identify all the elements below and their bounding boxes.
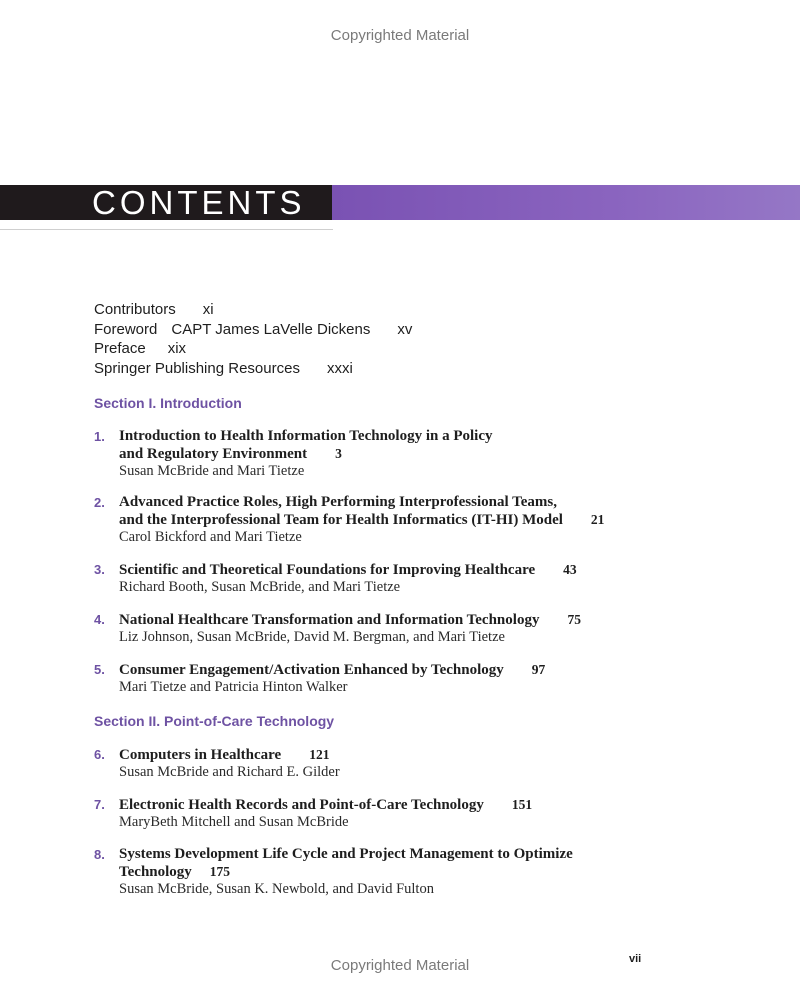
chapter-authors: Liz Johnson, Susan McBride, David M. Bergman, and Mari Tietze xyxy=(119,629,505,645)
chapter-entry-3[interactable] xyxy=(94,561,714,596)
front-matter-label: Foreword xyxy=(94,320,158,338)
chapter-title: Advanced Practice Roles, High Performing Interprofessional Teams, xyxy=(119,494,558,510)
section-heading-2: Section II. Point-of-Care Technology xyxy=(94,713,335,729)
chapter-authors: Susan McBride and Mari Tietze xyxy=(119,463,305,479)
front-matter-page: xi xyxy=(202,301,214,318)
front-matter-page: xxxi xyxy=(326,359,353,377)
chapter-number: 7. xyxy=(94,797,105,812)
chapter-authors: Susan McBride, Susan K. Newbold, and David Fulton xyxy=(119,881,434,897)
chapter-title: Computers in Healthcare xyxy=(119,747,282,763)
chapter-title: Electronic Health Records and Point-of-Care Technology xyxy=(119,797,484,813)
chapter-authors: Mari Tietze and Patricia Hinton Walker xyxy=(119,679,348,695)
front-matter-item[interactable] xyxy=(94,339,412,359)
chapter-entry-5[interactable] xyxy=(94,661,714,696)
chapter-authors: Carol Bickford and Mari Tietze xyxy=(119,529,302,545)
chapter-title-cont: Technology xyxy=(119,864,192,880)
chapter-entry-2[interactable] xyxy=(94,494,714,546)
chapter-entry-1[interactable] xyxy=(94,428,714,480)
chapter-entry-8[interactable] xyxy=(94,846,714,898)
chapter-authors: Susan McBride and Richard E. Gilder xyxy=(119,764,340,780)
chapter-page: 21 xyxy=(590,512,605,527)
contents-banner xyxy=(0,185,332,220)
watermark-bottom: Copyrighted Material xyxy=(330,957,470,974)
section-heading-1: Section I. Introduction xyxy=(94,395,242,411)
chapter-number: 4. xyxy=(94,612,105,627)
chapter-page: 121 xyxy=(309,747,330,762)
front-matter-page: xix xyxy=(167,340,187,357)
page-number: vii xyxy=(629,953,642,965)
front-matter-list xyxy=(94,300,412,378)
banner-accent-bar xyxy=(332,185,800,220)
chapter-title-cont: and Regulatory Environment xyxy=(119,446,308,462)
chapter-page: 151 xyxy=(511,797,533,812)
front-matter-item[interactable] xyxy=(94,300,412,320)
chapter-title: Systems Development Life Cycle and Project Management to Optimize xyxy=(119,846,573,862)
chapter-title-cont: and the Interprofessional Team for Health Informatics (IT-HI) Model xyxy=(119,512,563,528)
chapter-number: 6. xyxy=(94,747,105,762)
front-matter-label: Contributors xyxy=(94,301,176,318)
chapter-entry-4[interactable] xyxy=(94,611,714,646)
chapter-page: 3 xyxy=(335,446,342,461)
chapter-number: 1. xyxy=(94,429,105,444)
chapter-number: 2. xyxy=(94,495,105,510)
front-matter-label: Preface xyxy=(94,340,146,357)
chapter-title: National Healthcare Transformation and Information Technology xyxy=(119,612,540,628)
chapter-title: Scientific and Theoretical Foundations for Improving Healthcare xyxy=(119,562,536,578)
chapter-title: Introduction to Health Information Technology in a Policy xyxy=(119,428,493,444)
front-matter-item[interactable] xyxy=(94,359,412,379)
chapter-number: 8. xyxy=(94,847,105,862)
chapter-page: 43 xyxy=(563,562,577,577)
chapter-page: 175 xyxy=(209,864,231,879)
watermark-top: Copyrighted Material xyxy=(330,27,470,44)
chapter-number: 5. xyxy=(94,662,105,677)
page-title: CONTENTS xyxy=(92,184,306,221)
front-matter-author: CAPT James LaVelle Dickens xyxy=(171,320,371,338)
front-matter-page: xv xyxy=(397,320,413,338)
chapter-authors: Richard Booth, Susan McBride, and Mari Tietze xyxy=(119,579,401,595)
chapter-authors: MaryBeth Mitchell and Susan McBride xyxy=(119,814,349,830)
front-matter-item[interactable] xyxy=(94,320,412,340)
chapter-entry-6[interactable] xyxy=(94,746,714,781)
chapter-entry-7[interactable] xyxy=(94,796,714,831)
chapter-title: Consumer Engagement/Activation Enhanced by Technology xyxy=(119,662,504,678)
title-divider xyxy=(0,229,333,230)
chapter-page: 75 xyxy=(567,612,581,627)
chapter-page: 97 xyxy=(531,662,546,677)
front-matter-label: Springer Publishing Resources xyxy=(94,359,300,377)
chapter-number: 3. xyxy=(94,562,105,577)
